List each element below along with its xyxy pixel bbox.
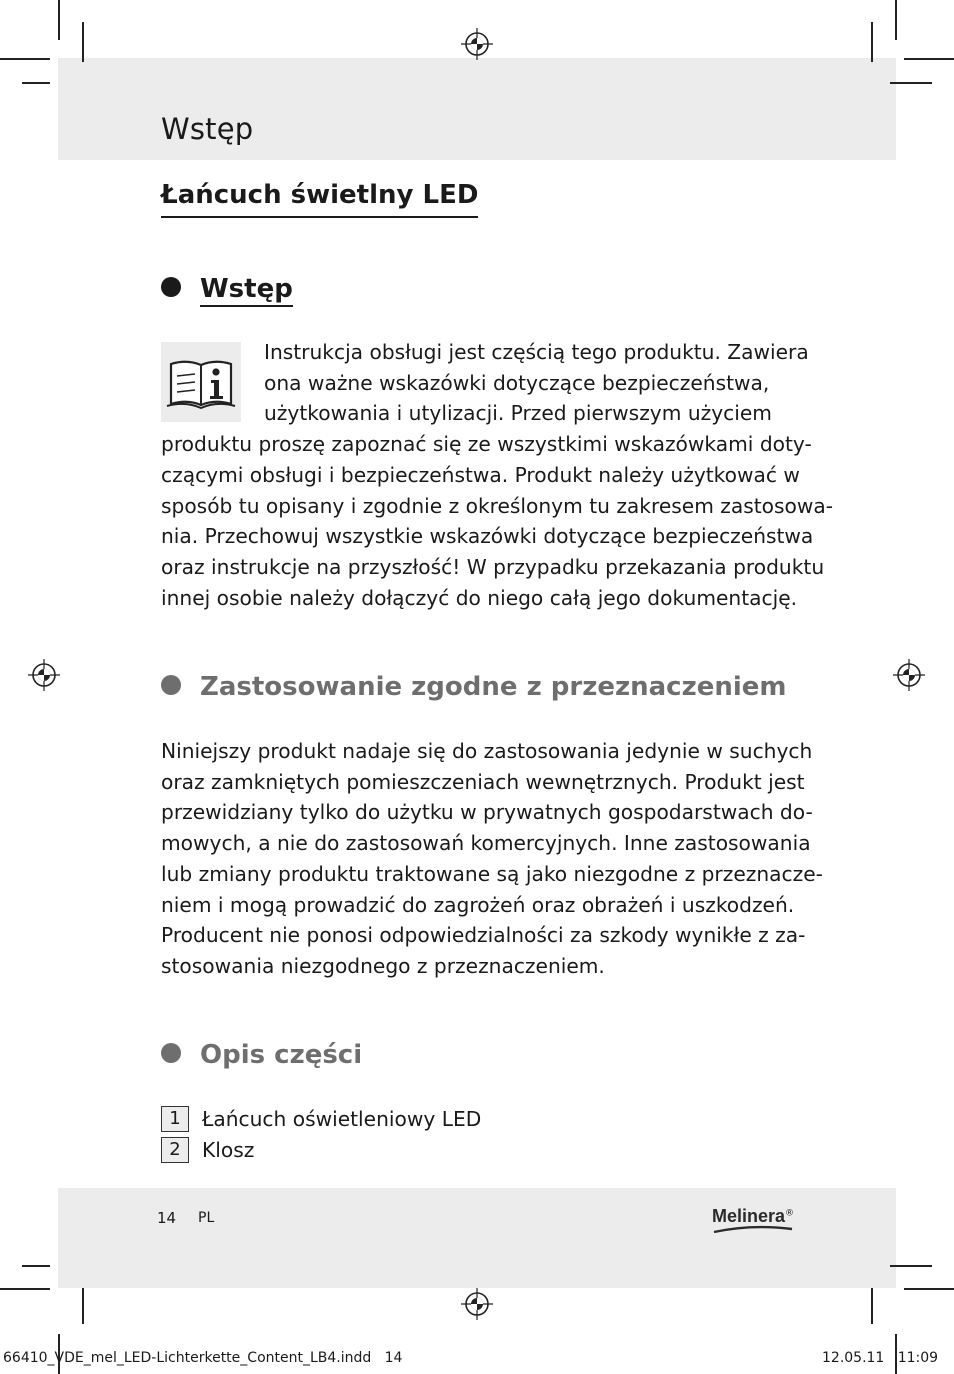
paragraph-line: oraz instrukcje na przyszłość! W przypadku przekazania produktu — [161, 554, 825, 579]
parts-list-item — [161, 1103, 481, 1134]
document-title: Łańcuch świetlny LED — [161, 176, 478, 218]
registration-mark-icon — [461, 1288, 493, 1320]
paragraph-line: lub zmiany produktu traktowane są jako niezgodne z przeznacze- — [161, 861, 823, 886]
brand-registered-mark: ® — [785, 1208, 795, 1219]
section-heading-text: Zastosowanie zgodne z przeznaczeniem — [200, 672, 787, 702]
bullet-icon — [161, 675, 181, 695]
paragraph-line: przewidziany tylko do użytku w prywatnych gospodarstwach do- — [161, 800, 813, 825]
registration-mark-icon — [461, 28, 493, 60]
part-label: Łańcuch oświetleniowy LED — [202, 1106, 482, 1131]
running-header-title: Wstęp — [161, 112, 254, 146]
paragraph-line: stosowania niezgodnego z przeznaczeniem. — [161, 953, 605, 978]
registration-mark-icon — [28, 659, 60, 691]
introduction-paragraph — [161, 337, 834, 613]
paragraph-line: innej osobie należy dołączyć do niego całą jego dokumentację. — [161, 585, 798, 610]
part-number-badge: 1 — [161, 1106, 189, 1132]
bullet-icon — [161, 277, 181, 297]
page-number: 14 — [157, 1209, 177, 1227]
brand-name: Melinera — [712, 1206, 786, 1226]
parts-list-item — [161, 1134, 481, 1165]
paragraph-line: nia. Przechowuj wszystkie wskazówki dotyczące bezpieczeństwa — [161, 524, 814, 549]
bullet-icon — [161, 1043, 181, 1063]
part-label: Klosz — [202, 1137, 255, 1162]
section-heading-text: Opis części — [200, 1040, 363, 1070]
paragraph-line: sposób tu opisany i zgodnie z określonym tu zakresem zastosowa- — [161, 493, 834, 518]
paragraph-line: czącymi obsługi i bezpieczeństwa. Produkt należy użytkować w — [161, 462, 800, 487]
paragraph-line: Producent nie ponosi odpowiedzialności za szkody wynikłe z za- — [161, 923, 806, 948]
paragraph-line: użytkowania i utylizacji. Przed pierwszym użyciem — [264, 401, 772, 426]
language-code: PL — [198, 1210, 215, 1226]
paragraph-line: oraz zamkniętych pomieszczeniach wewnętrznych. Produkt jest — [161, 769, 805, 794]
paragraph-line: Instrukcja obsługi jest częścią tego produktu. Zawiera — [264, 340, 809, 364]
section-heading-text: Wstęp — [200, 274, 293, 307]
section-heading-parts-description — [161, 1038, 362, 1072]
paragraph-line: mowych, a nie do zastosowań komercyjnych. Inne zastosowania — [161, 831, 811, 856]
registration-mark-icon — [893, 659, 925, 691]
section-heading-intended-use — [161, 670, 787, 704]
brand-logo — [712, 1206, 794, 1234]
print-slug-file: 66410_VDE_mel_LED-Lichterkette_Content_LB4.indd 14 — [3, 1350, 403, 1366]
paragraph-line: ona ważne wskazówki dotyczące bezpieczeństwa, — [264, 370, 770, 395]
part-number-badge: 2 — [161, 1137, 189, 1163]
parts-list — [161, 1103, 481, 1165]
paragraph-line: niem i mogą prowadzić do zagrożeń oraz obrażeń i uszkodzeń. — [161, 892, 795, 917]
print-slug-datetime: 12.05.11 11:09 — [822, 1350, 939, 1366]
footer-band — [58, 1188, 896, 1288]
paragraph-line: produktu proszę zapoznać się ze wszystkimi wskazówkami doty- — [161, 432, 812, 457]
intended-use-paragraph — [161, 736, 823, 982]
paragraph-line: Niniejszy produkt nadaje się do zastosowania jedynie w suchych — [161, 739, 813, 763]
section-heading-introduction — [161, 272, 293, 306]
